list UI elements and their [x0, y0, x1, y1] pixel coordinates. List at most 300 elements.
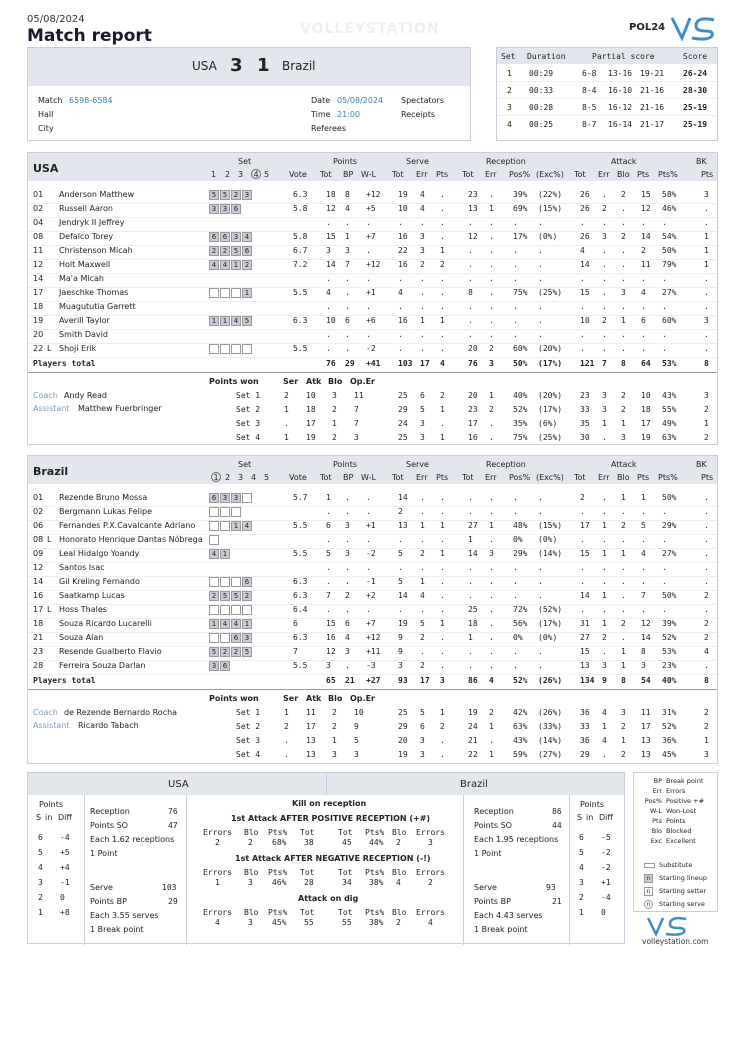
col-group-set: Set [238, 460, 252, 469]
player-number: 14 [33, 577, 44, 586]
stat-apct: . [662, 577, 667, 586]
stat-rerr: . [489, 246, 494, 255]
stat-rtot: 12 [468, 232, 478, 241]
stat-aerr: 1 [602, 619, 607, 628]
substitute-icon [231, 605, 241, 615]
player-vote: 5.5 [293, 521, 308, 530]
stat-rtot: . [468, 507, 473, 516]
set-row-label: Set 4 [236, 433, 261, 442]
starting-position: 2 [209, 246, 219, 256]
stat-apts: . [641, 218, 646, 227]
stat-atot: . [580, 274, 585, 283]
set-apct: 36% [662, 736, 677, 745]
player-lineup [209, 493, 253, 503]
player-lineup [209, 549, 231, 559]
substitute-icon [220, 577, 230, 587]
stat-ablo: . [621, 246, 626, 255]
set-row-label: Set 2 [236, 722, 261, 731]
starting-position: 5 [242, 316, 252, 326]
stat-apct: . [662, 563, 667, 572]
player-row[interactable] [28, 577, 719, 591]
set-rerr: . [489, 433, 494, 442]
stat-apts: 2 [641, 246, 646, 255]
stat-pbp: 6 [345, 619, 350, 628]
stat-rerr: . [489, 619, 494, 628]
stat-apts: 11 [641, 260, 651, 269]
serve-label: Serve [90, 883, 113, 892]
stat-bk: . [704, 577, 709, 586]
stat-ablo: . [621, 605, 626, 614]
summary-away-team: Brazil [460, 779, 488, 790]
block-head: Blo [244, 828, 259, 837]
starting-position: 3 [209, 204, 219, 214]
substitute-icon [242, 493, 252, 503]
col-head-err: Err [416, 473, 428, 482]
coach-label: Coach [33, 708, 58, 717]
block-head: Pts% [268, 868, 288, 877]
stat-pbp: . [345, 302, 350, 311]
set-ser: 1 [284, 433, 289, 442]
substitute-icon [220, 507, 230, 517]
block-title: 1st Attack AFTER NEGATIVE RECEPTION (-!) [235, 854, 431, 863]
set-rexc: (33%) [538, 722, 563, 731]
player-name: Rezende Bruno Mossa [59, 493, 148, 502]
set-ablo: 2 [621, 750, 626, 759]
stat-apts: . [641, 507, 646, 516]
row-divider [497, 98, 717, 99]
assistant-label: Assistant [33, 721, 70, 730]
stat-pbp: 8 [345, 190, 350, 199]
player-row[interactable] [28, 493, 719, 507]
set-rpos: 40% [513, 391, 528, 400]
player-row[interactable] [28, 605, 719, 619]
stat-stot: 9 [398, 647, 403, 656]
stat-apct: 58% [662, 190, 677, 199]
reception-value: 86 [552, 807, 562, 816]
set-apts: 11 [641, 708, 651, 717]
set-apct: 43% [662, 391, 677, 400]
player-row[interactable] [28, 246, 719, 260]
stat-apct: 27% [662, 549, 677, 558]
team-table-brazil [27, 455, 718, 764]
stat-aerr: 1 [602, 521, 607, 530]
starting-position: 6 [231, 204, 241, 214]
stat-pwl: -2 [366, 344, 376, 353]
date-value: 05/08/2024 [337, 96, 384, 105]
stat-atot: 26 [580, 204, 590, 213]
stat-apct: 79% [662, 260, 677, 269]
stat-rpos: 69% [513, 204, 528, 213]
stat-apts: 7 [641, 591, 646, 600]
stat-rexc: . [538, 260, 543, 269]
set-bk: 2 [704, 433, 709, 442]
rotation: 5 [579, 848, 584, 857]
col-head-pts: Pts [436, 170, 449, 179]
stat-stot: 22 [398, 246, 408, 255]
stat-ablo: 2 [621, 190, 626, 199]
set-row-label: Set 2 [236, 405, 261, 414]
block-head: Errors [203, 908, 232, 917]
starting-position: 3 [220, 204, 230, 214]
stat-ptot: 5 [326, 549, 331, 558]
player-row[interactable] [28, 549, 719, 563]
player-vote: 5.8 [293, 204, 308, 213]
stat-ablo: 2 [621, 619, 626, 628]
player-row[interactable] [28, 274, 719, 288]
stat-ablo: . [621, 507, 626, 516]
player-row[interactable] [28, 647, 719, 661]
stat-pwl: . [366, 535, 371, 544]
stat-atot: . [580, 605, 585, 614]
player-row[interactable] [28, 591, 719, 605]
set-atot: 35 [580, 419, 590, 428]
stat-bk: . [704, 563, 709, 572]
player-name: Bergmann Lukas Felipe [59, 507, 153, 516]
total-rerr: 3 [489, 359, 494, 368]
stat-rexc: (0%) [538, 535, 558, 544]
player-lineup [209, 344, 253, 354]
stat-apts: . [641, 535, 646, 544]
stat-serr: 4 [420, 591, 425, 600]
stat-rtot: . [468, 661, 473, 670]
summary-panel [27, 772, 625, 944]
starting-position: 1 [231, 521, 241, 531]
stat-pwl: . [366, 302, 371, 311]
set-atot: 33 [580, 405, 590, 414]
stat-rerr: . [489, 316, 494, 325]
site-link[interactable]: volleystation.com [642, 937, 709, 946]
player-row[interactable] [28, 316, 719, 330]
stat-rtot: 1 [468, 633, 473, 642]
legend [633, 772, 718, 912]
sets-cell: 16-10 [608, 86, 633, 95]
set-aerr: 4 [602, 736, 607, 745]
set-rpos: 35% [513, 419, 528, 428]
player-name: Defalco Torey [59, 232, 114, 241]
stat-apct: 27% [662, 288, 677, 297]
col-head-pts: Pts [637, 473, 650, 482]
col-head-tot: Tot [462, 170, 474, 179]
stat-apts: . [641, 577, 646, 586]
set-serr: 6 [420, 722, 425, 731]
stat-rpos: . [513, 218, 518, 227]
block-head: Tot [338, 828, 353, 837]
stat-rpos: . [513, 661, 518, 670]
stat-rpos: . [513, 577, 518, 586]
stat-pwl: . [366, 218, 371, 227]
stat-rexc: (22%) [538, 190, 563, 199]
stat-serr: 2 [420, 633, 425, 642]
total-rtot: 76 [468, 359, 478, 368]
player-vote: 6 [293, 619, 298, 628]
legend-abbr: Blo [651, 827, 662, 835]
total-spts: 3 [440, 676, 445, 685]
stat-pwl: +11 [366, 647, 381, 656]
set-apct: 52% [662, 722, 677, 731]
starting-position: 2 [231, 190, 241, 200]
stat-rexc: . [538, 661, 543, 670]
points-won-head: Ser [283, 377, 299, 386]
player-row[interactable] [28, 232, 719, 246]
set-apts: 19 [641, 433, 651, 442]
stat-ablo: 1 [621, 661, 626, 670]
stat-pbp: . [345, 288, 350, 297]
player-number: 21 [33, 633, 44, 642]
player-name: Souza Ricardo Lucarelli [59, 619, 152, 628]
stat-aerr: . [602, 246, 607, 255]
player-name: Souza Alan [59, 633, 104, 642]
stat-pbp: 3 [345, 246, 350, 255]
set-atk: 17 [306, 722, 316, 731]
player-name: Christenson Micah [59, 246, 133, 255]
col-head-pos: Pos% [509, 473, 531, 482]
player-number: 19 [33, 316, 44, 325]
legend-desc: Points [666, 817, 686, 825]
stat-atot: 31 [580, 619, 590, 628]
points-won-head: Points won [209, 694, 259, 703]
stat-ablo: 3 [621, 288, 626, 297]
stat-rtot: . [468, 316, 473, 325]
player-number: 18 [33, 619, 44, 628]
starting-position: 1 [209, 619, 219, 629]
stat-pbp: . [345, 274, 350, 283]
stat-stot: 16 [398, 316, 408, 325]
stat-aerr: 1 [602, 549, 607, 558]
stat-rtot: 18 [468, 619, 478, 628]
starting-lineup-icon: n [644, 874, 653, 883]
stat-serr: 2 [420, 549, 425, 558]
stat-pwl: +1 [366, 288, 376, 297]
legend-desc: Blocked [666, 827, 692, 835]
set-blo: 3 [332, 750, 337, 759]
set-apct: 63% [662, 433, 677, 442]
sets-cell: 26-24 [683, 69, 708, 78]
player-row[interactable] [28, 344, 719, 358]
stat-pwl: +12 [366, 190, 381, 199]
stat-stot: 5 [398, 577, 403, 586]
player-vote: 7.2 [293, 260, 308, 269]
player-lineup [209, 288, 253, 298]
set-apts: 17 [641, 722, 651, 731]
stat-ptot: 15 [326, 232, 336, 241]
stat-aerr: . [602, 563, 607, 572]
player-number: 12 [33, 563, 44, 572]
starting-position: 1 [242, 288, 252, 298]
block-head: Blo [244, 908, 259, 917]
player-row[interactable] [28, 507, 719, 521]
stat-rexc: . [538, 302, 543, 311]
col-head-set-3: 3 [238, 473, 244, 482]
player-row[interactable] [28, 330, 719, 344]
player-number: 01 [33, 493, 44, 502]
stat-rerr: . [489, 260, 494, 269]
stat-rpos: 72% [513, 605, 528, 614]
substitute-icon [220, 521, 230, 531]
stat-rerr: . [489, 493, 494, 502]
starting-position: 5 [220, 190, 230, 200]
player-lineup [209, 605, 253, 615]
report-date: 05/08/2024 [27, 14, 85, 25]
stat-rtot: 13 [468, 204, 478, 213]
stat-bk: 2 [704, 619, 709, 628]
rotation: 3 [579, 878, 584, 887]
substitute-icon [209, 344, 219, 354]
player-number: 18 [33, 302, 44, 311]
stat-ptot: 16 [326, 633, 336, 642]
stat-stot: 14 [398, 493, 408, 502]
col-head-vote: Vote [289, 473, 307, 482]
player-name: Leal Hidalgo Yoandy [59, 549, 140, 558]
player-row[interactable] [28, 619, 719, 633]
stat-rpos: . [513, 563, 518, 572]
player-row[interactable] [28, 218, 719, 232]
stat-aerr: . [602, 535, 607, 544]
player-row[interactable] [28, 260, 719, 274]
player-number: 08 [33, 232, 44, 241]
player-row[interactable] [28, 563, 719, 577]
player-row[interactable] [28, 633, 719, 647]
stat-rerr: . [489, 190, 494, 199]
player-vote: 5.8 [293, 232, 308, 241]
stat-aerr: . [602, 344, 607, 353]
starting-position: 4 [220, 260, 230, 270]
rotation-diff: +1 [601, 878, 611, 887]
player-lineup [209, 260, 253, 270]
stat-pwl: . [366, 330, 371, 339]
block-value: 38% [369, 878, 384, 887]
block-head: Pts% [365, 828, 385, 837]
set-bk: 2 [704, 708, 709, 717]
stat-bk: . [704, 549, 709, 558]
set-row-label: Set 3 [236, 419, 261, 428]
stat-atot: 2 [580, 493, 585, 502]
set-rpos: 43% [513, 736, 528, 745]
stat-pbp: . [345, 661, 350, 670]
sets-header: Set [501, 52, 516, 61]
sets-cell: 00:29 [529, 69, 554, 78]
set-ablo: 1 [621, 736, 626, 745]
stat-stot: . [398, 330, 403, 339]
col-head-exc: (Exc%) [536, 170, 564, 179]
set-spts: . [440, 736, 445, 745]
block-title: 1st Attack AFTER POSITIVE RECEPTION (+#) [231, 814, 431, 823]
player-vote: 5.7 [293, 493, 308, 502]
starting-position: 4 [220, 619, 230, 629]
set-stot: 29 [398, 405, 408, 414]
starting-position: 2 [242, 591, 252, 601]
points-won-head: Atk [306, 377, 322, 386]
block-value: 4 [428, 918, 433, 927]
spectators-label: Spectators [401, 96, 445, 105]
player-row[interactable] [28, 302, 719, 316]
stat-aerr: 3 [602, 661, 607, 670]
block-value: 55 [304, 918, 314, 927]
stat-bk: . [704, 661, 709, 670]
set-op: 7 [354, 405, 359, 414]
stat-rpos: . [513, 316, 518, 325]
player-name: Saatkamp Lucas [59, 591, 125, 600]
substitute-icon [209, 605, 219, 615]
set-atk: 13 [306, 736, 316, 745]
col-head-set-2: 2 [225, 170, 231, 179]
points-label: Points [39, 800, 64, 809]
stat-serr: . [420, 605, 425, 614]
rotation: 5 [38, 848, 43, 857]
stat-pwl: +5 [366, 204, 376, 213]
stat-stot: 16 [398, 232, 408, 241]
stat-pbp: . [345, 507, 350, 516]
stat-spts: 2 [440, 260, 445, 269]
block-value: 46% [272, 878, 287, 887]
player-number: 23 [33, 647, 44, 656]
each-receptions: Each 1.95 receptions [474, 835, 559, 844]
set-spts: 2 [440, 722, 445, 731]
stat-bk: 2 [704, 633, 709, 642]
block-value: 68% [272, 838, 287, 847]
libero-flag: L [47, 344, 52, 353]
stat-rtot: . [468, 246, 473, 255]
substitute-icon [209, 633, 219, 643]
player-vote: 5.5 [293, 549, 308, 558]
set-serr: 5 [420, 708, 425, 717]
stat-rtot: 20 [468, 344, 478, 353]
stat-rpos: . [513, 274, 518, 283]
player-row[interactable] [28, 190, 719, 204]
set-apts: 13 [641, 736, 651, 745]
stat-ablo: . [621, 633, 626, 642]
stat-pbp: . [345, 218, 350, 227]
sets-header: Duration [527, 52, 566, 61]
set-rexc: (25%) [538, 433, 563, 442]
player-name: Shoji Erik [59, 344, 97, 353]
player-row[interactable] [28, 535, 719, 549]
player-row[interactable] [28, 521, 719, 535]
watermark: VOLLEYSTATION [300, 21, 440, 37]
player-row[interactable] [28, 204, 719, 218]
set-rtot: 23 [468, 405, 478, 414]
stat-rerr: . [489, 605, 494, 614]
rotation-diff: -1 [60, 878, 70, 887]
player-number: 17 [33, 605, 44, 614]
stat-ptot: . [326, 535, 331, 544]
set-bk: 1 [704, 736, 709, 745]
starting-position: 5 [242, 647, 252, 657]
points-bp-value: 21 [552, 897, 562, 906]
set-op: 11 [354, 391, 364, 400]
libero-flag: L [47, 535, 52, 544]
stat-ablo: 1 [621, 316, 626, 325]
sets-cell: 19-21 [640, 69, 665, 78]
stat-bk: 1 [704, 246, 709, 255]
starting-position: 1 [220, 549, 230, 559]
total-ptot: 76 [326, 359, 336, 368]
total-ablo: 8 [621, 359, 626, 368]
set-bk: 3 [704, 391, 709, 400]
block-head: Pts% [268, 828, 288, 837]
player-row[interactable] [28, 288, 719, 302]
player-row[interactable] [28, 661, 719, 675]
player-name: Smith David [59, 330, 108, 339]
match-info [27, 47, 471, 141]
stat-rpos: . [513, 507, 518, 516]
coach-name: Andy Read [64, 391, 107, 400]
stat-stot: . [398, 535, 403, 544]
col-head-bp: BP [343, 473, 354, 482]
rotation: 1 [38, 908, 43, 917]
legend-desc: Break point [666, 777, 704, 785]
players-total-label: Players total [33, 359, 96, 368]
player-name: Santos Isac [59, 563, 105, 572]
